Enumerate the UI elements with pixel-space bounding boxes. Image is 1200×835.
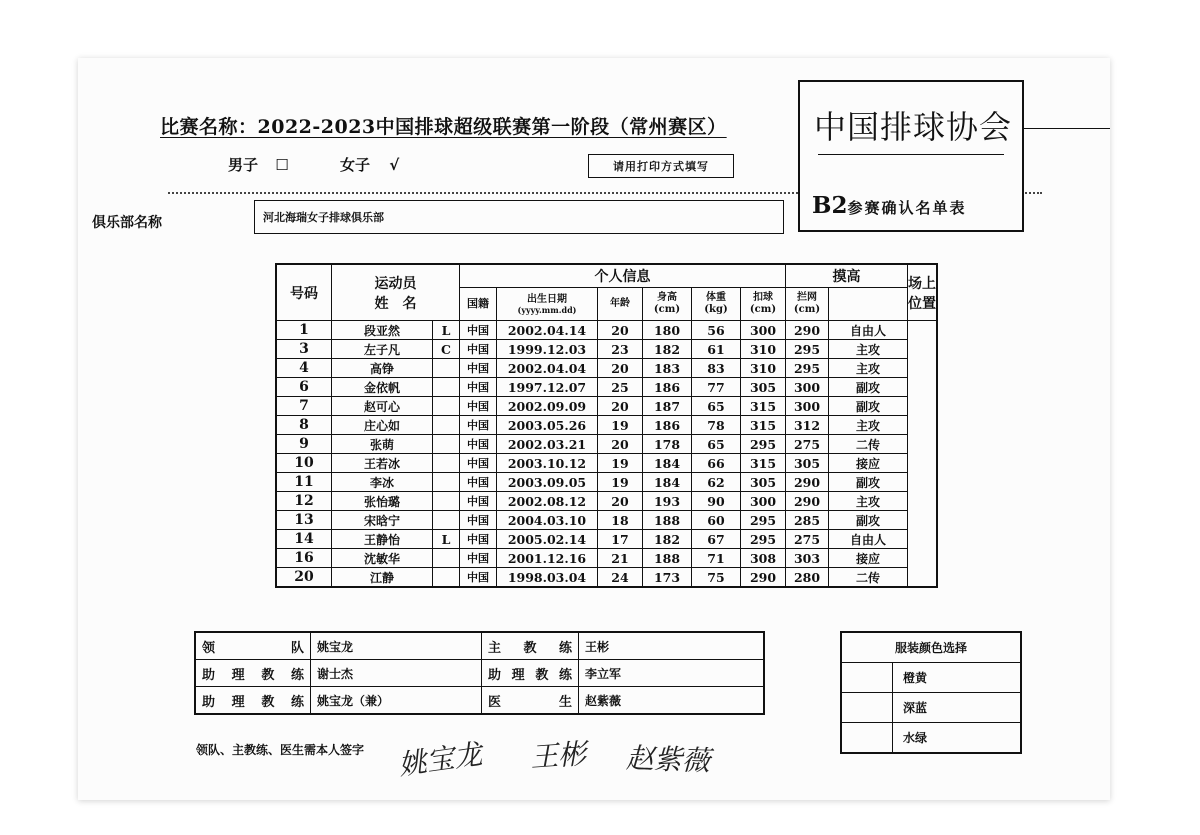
cell-dob: 2002.03.21 [497, 435, 598, 454]
assistant-coach-label: 助理教练 [195, 660, 311, 687]
cell-block-reach: 275 [786, 530, 829, 549]
cell-dob: 2002.09.09 [497, 397, 598, 416]
cell-number: 7 [276, 397, 332, 416]
cell-dob: 2004.03.10 [497, 511, 598, 530]
cell-number: 14 [276, 530, 332, 549]
cell-spike-reach: 315 [741, 454, 786, 473]
cell-age: 20 [598, 397, 643, 416]
cell-spike-reach: 295 [741, 435, 786, 454]
table-row [276, 492, 937, 511]
cell-age: 17 [598, 530, 643, 549]
male-label: 男子 [228, 156, 259, 174]
cell-number: 8 [276, 416, 332, 435]
cell-role-mark [433, 416, 460, 435]
cell-weight: 61 [692, 340, 741, 359]
cell-role-mark [433, 378, 460, 397]
header-height-line2: (cm) [653, 304, 681, 315]
cell-height: 184 [643, 473, 692, 492]
cell-block-reach: 290 [786, 321, 829, 340]
club-name-field: 河北海瑞女子排球俱乐部 [254, 200, 784, 234]
cell-name: 庄心如 [332, 416, 433, 435]
cell-nationality: 中国 [460, 378, 497, 397]
registration-form [78, 58, 1110, 800]
cell-position: 副攻 [829, 511, 908, 530]
cell-position: 二传 [829, 568, 908, 588]
cell-height: 183 [643, 359, 692, 378]
cell-spike-reach: 310 [741, 340, 786, 359]
cell-position: 接应 [829, 454, 908, 473]
cell-spike-reach: 308 [741, 549, 786, 568]
form-code-id: B2 [812, 192, 848, 219]
table-row [276, 435, 937, 454]
female-option [340, 154, 399, 175]
cell-age: 19 [598, 416, 643, 435]
org-divider [818, 154, 1004, 155]
table-row [276, 549, 937, 568]
cell-age: 19 [598, 473, 643, 492]
cell-number: 1 [276, 321, 332, 340]
header-dob-label: 出生日期 [527, 293, 567, 305]
header-dob-format: (yyyy.mm.dd) [517, 304, 577, 315]
cell-dob: 2003.10.12 [497, 454, 598, 473]
cell-age: 19 [598, 454, 643, 473]
cell-block-reach: 300 [786, 397, 829, 416]
cell-role-mark [433, 568, 460, 588]
cell-weight: 66 [692, 454, 741, 473]
cell-number: 20 [276, 568, 332, 588]
cell-block-reach: 295 [786, 340, 829, 359]
cell-height: 178 [643, 435, 692, 454]
color-choice-cell [841, 663, 893, 693]
cell-nationality: 中国 [460, 492, 497, 511]
cell-height: 188 [643, 511, 692, 530]
header-athlete [332, 264, 460, 321]
org-extension-line [1024, 128, 1110, 129]
cell-role-mark [433, 492, 460, 511]
cell-role-mark [433, 359, 460, 378]
cell-nationality: 中国 [460, 511, 497, 530]
form-title: 参赛确认名单表 [847, 199, 967, 217]
table-row [276, 378, 937, 397]
header-dob [497, 288, 598, 321]
cell-age: 21 [598, 549, 643, 568]
table-row [276, 359, 937, 378]
cell-height: 180 [643, 321, 692, 340]
header-athlete-line2: 姓 名 [374, 295, 417, 312]
header-athlete-line1: 运动员 [374, 275, 417, 292]
cell-block-reach: 280 [786, 568, 829, 588]
table-row [276, 454, 937, 473]
cell-weight: 60 [692, 511, 741, 530]
cell-height: 184 [643, 454, 692, 473]
cell-name: 宋晗宁 [332, 511, 433, 530]
cell-nationality: 中国 [460, 568, 497, 588]
cell-height: 188 [643, 549, 692, 568]
cell-age: 20 [598, 359, 643, 378]
cell-height: 186 [643, 416, 692, 435]
cell-dob: 2005.02.14 [497, 530, 598, 549]
cell-spike-reach: 295 [741, 530, 786, 549]
cell-spike-reach: 315 [741, 416, 786, 435]
cell-weight: 71 [692, 549, 741, 568]
signature-doctor: 赵紫薇 [625, 741, 711, 778]
color-option: 水绿 [893, 723, 1022, 754]
cell-weight: 65 [692, 397, 741, 416]
header-age: 年龄 [598, 288, 643, 321]
team-leader-label: 领队 [195, 632, 311, 660]
cell-spike-reach: 305 [741, 473, 786, 492]
cell-height: 173 [643, 568, 692, 588]
team-leader-value: 姚宝龙 [311, 632, 482, 660]
cell-nationality: 中国 [460, 416, 497, 435]
cell-height: 182 [643, 340, 692, 359]
table-row [276, 568, 937, 588]
cell-dob: 1998.03.04 [497, 568, 598, 588]
female-check-icon: √ [389, 156, 400, 174]
cell-role-mark [433, 549, 460, 568]
cell-weight: 56 [692, 321, 741, 340]
cell-role-mark: L [433, 321, 460, 340]
assistant-coach-value-2: 姚宝龙（兼） [311, 687, 482, 715]
header-position [908, 264, 938, 321]
cell-number: 3 [276, 340, 332, 359]
header-weight [692, 288, 741, 321]
cell-nationality: 中国 [460, 454, 497, 473]
male-checkbox-icon: ☐ [275, 156, 289, 174]
cell-nationality: 中国 [460, 473, 497, 492]
cell-role-mark: C [433, 340, 460, 359]
cell-weight: 65 [692, 435, 741, 454]
cell-number: 12 [276, 492, 332, 511]
header-weight-line1: 体重 [706, 292, 726, 303]
cell-name: 沈敏华 [332, 549, 433, 568]
cell-age: 24 [598, 568, 643, 588]
cell-name: 张萌 [332, 435, 433, 454]
cell-position: 自由人 [829, 530, 908, 549]
cell-age: 23 [598, 340, 643, 359]
table-row [276, 340, 937, 359]
cell-age: 20 [598, 492, 643, 511]
club-label: 俱乐部名称 [92, 215, 162, 231]
assistant-coach-label-b: 助理教练 [195, 687, 311, 715]
signature-note: 领队、主教练、医生需本人签字 [196, 743, 365, 757]
cell-name: 张怡璐 [332, 492, 433, 511]
cell-weight: 75 [692, 568, 741, 588]
cell-number: 11 [276, 473, 332, 492]
cell-position: 二传 [829, 435, 908, 454]
cell-weight: 78 [692, 416, 741, 435]
header-height [643, 288, 692, 321]
male-option [228, 154, 289, 175]
cell-name: 赵可心 [332, 397, 433, 416]
cell-weight: 90 [692, 492, 741, 511]
cell-nationality: 中国 [460, 397, 497, 416]
cell-position: 副攻 [829, 397, 908, 416]
cell-block-reach: 300 [786, 378, 829, 397]
cell-spike-reach: 300 [741, 321, 786, 340]
cell-weight: 62 [692, 473, 741, 492]
cell-name: 金依帆 [332, 378, 433, 397]
header-position-line2: 位置 [908, 295, 936, 312]
cell-name: 江静 [332, 568, 433, 588]
cell-number: 16 [276, 549, 332, 568]
cell-spike-reach: 305 [741, 378, 786, 397]
cell-role-mark [433, 511, 460, 530]
cell-nationality: 中国 [460, 530, 497, 549]
cell-block-reach: 290 [786, 473, 829, 492]
header-spike-line1: 扣球 [753, 292, 773, 303]
doctor-value: 赵紫薇 [579, 687, 765, 715]
cell-age: 25 [598, 378, 643, 397]
dotted-divider-right [1022, 192, 1042, 194]
cell-spike-reach: 310 [741, 359, 786, 378]
cell-dob: 2002.08.12 [497, 492, 598, 511]
head-coach-label: 主教练 [482, 632, 579, 660]
assistant-coach-value-3: 李立军 [579, 660, 765, 687]
uniform-color-table [840, 631, 1022, 754]
table-row [276, 397, 937, 416]
header-block-line1: 拦网 [797, 292, 817, 303]
cell-block-reach: 285 [786, 511, 829, 530]
cell-spike-reach: 300 [741, 492, 786, 511]
cell-position: 主攻 [829, 359, 908, 378]
cell-number: 4 [276, 359, 332, 378]
cell-block-reach: 295 [786, 359, 829, 378]
header-weight-line2: (kg) [704, 304, 728, 315]
header-spike-line2: (cm) [749, 304, 777, 315]
head-coach-value: 王彬 [579, 632, 765, 660]
cell-role-mark [433, 473, 460, 492]
cell-height: 186 [643, 378, 692, 397]
table-row [276, 321, 937, 340]
header-block-line2: (cm) [793, 304, 821, 315]
cell-position: 接应 [829, 549, 908, 568]
competition-title: 比赛名称：2022-2023中国排球超级联赛第一阶段（常州赛区） [160, 116, 727, 138]
cell-age: 20 [598, 435, 643, 454]
cell-nationality: 中国 [460, 340, 497, 359]
cell-role-mark: L [433, 530, 460, 549]
cell-number: 6 [276, 378, 332, 397]
header-personal-info: 个人信息 [460, 264, 786, 288]
doctor-label: 医生 [482, 687, 579, 715]
cell-position: 主攻 [829, 340, 908, 359]
header-height-line1: 身高 [657, 292, 677, 303]
cell-position: 副攻 [829, 473, 908, 492]
cell-name: 段亚然 [332, 321, 433, 340]
cell-role-mark [433, 435, 460, 454]
cell-position: 副攻 [829, 378, 908, 397]
cell-number: 10 [276, 454, 332, 473]
cell-height: 193 [643, 492, 692, 511]
cell-spike-reach: 295 [741, 511, 786, 530]
cell-number: 13 [276, 511, 332, 530]
cell-block-reach: 290 [786, 492, 829, 511]
header-block [786, 288, 829, 321]
table-row [276, 473, 937, 492]
dotted-divider [168, 192, 798, 194]
cell-name: 王若冰 [332, 454, 433, 473]
color-option: 橙黄 [893, 663, 1022, 693]
header-number: 号码 [276, 264, 332, 321]
assistant-coach-value-1: 谢士杰 [311, 660, 482, 687]
cell-dob: 2002.04.04 [497, 359, 598, 378]
header-reach: 摸高 [786, 264, 908, 288]
cell-weight: 77 [692, 378, 741, 397]
header-spike [741, 288, 786, 321]
female-label: 女子 [340, 156, 371, 174]
color-option: 深蓝 [893, 693, 1022, 723]
cell-height: 187 [643, 397, 692, 416]
cell-position: 主攻 [829, 416, 908, 435]
cell-name: 王静怡 [332, 530, 433, 549]
signature-head-coach: 王彬 [529, 737, 588, 774]
roster-table [275, 263, 938, 588]
color-choice-cell [841, 723, 893, 754]
cell-position: 主攻 [829, 492, 908, 511]
assistant-coach-label-2: 助理教练 [482, 660, 579, 687]
cell-nationality: 中国 [460, 321, 497, 340]
print-note: 请用打印方式填写 [588, 154, 734, 178]
cell-role-mark [433, 397, 460, 416]
table-row [276, 511, 937, 530]
cell-spike-reach: 290 [741, 568, 786, 588]
cell-height: 182 [643, 530, 692, 549]
color-choice-cell [841, 693, 893, 723]
cell-position: 自由人 [829, 321, 908, 340]
form-code [812, 192, 966, 219]
cell-dob: 1999.12.03 [497, 340, 598, 359]
cell-block-reach: 275 [786, 435, 829, 454]
cell-weight: 67 [692, 530, 741, 549]
cell-name: 李冰 [332, 473, 433, 492]
cell-dob: 2003.05.26 [497, 416, 598, 435]
cell-block-reach: 303 [786, 549, 829, 568]
cell-age: 18 [598, 511, 643, 530]
table-row [276, 530, 937, 549]
cell-role-mark [433, 454, 460, 473]
cell-nationality: 中国 [460, 435, 497, 454]
header-nationality: 国籍 [460, 288, 497, 321]
cell-dob: 1997.12.07 [497, 378, 598, 397]
cell-block-reach: 312 [786, 416, 829, 435]
cell-dob: 2003.09.05 [497, 473, 598, 492]
cell-name: 左子凡 [332, 340, 433, 359]
cell-spike-reach: 315 [741, 397, 786, 416]
cell-dob: 2002.04.14 [497, 321, 598, 340]
table-row [276, 416, 937, 435]
uniform-color-header: 服装颜色选择 [841, 632, 1021, 663]
cell-name: 高铮 [332, 359, 433, 378]
org-name: 中国排球协会 [814, 108, 1013, 146]
cell-dob: 2001.12.16 [497, 549, 598, 568]
signature-team-leader: 姚宝龙 [396, 737, 485, 782]
cell-nationality: 中国 [460, 549, 497, 568]
cell-nationality: 中国 [460, 359, 497, 378]
cell-block-reach: 305 [786, 454, 829, 473]
cell-weight: 83 [692, 359, 741, 378]
cell-age: 20 [598, 321, 643, 340]
cell-number: 9 [276, 435, 332, 454]
header-position-line1: 场上 [908, 275, 936, 292]
staff-table [194, 631, 765, 715]
